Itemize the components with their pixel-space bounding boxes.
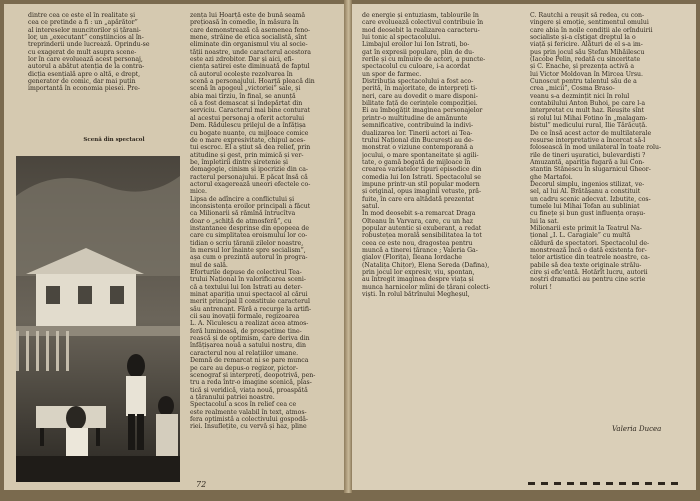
page-number: 72 [196, 480, 207, 489]
left-page [4, 4, 344, 490]
stage-photo [16, 156, 180, 482]
dash-ornament [530, 495, 680, 501]
stage-photo-image [16, 156, 180, 482]
author-signature: Valeria Ducea [612, 425, 662, 433]
right-page [352, 4, 696, 490]
right-column-4-text: C. Rautchi a reușit să redea, cu con- vingere și emoție, sentimentul omului care abia în noile condiții ale orînduirii socialiste și-a cîștigat dreptul la o viață și fericire. Alături de el s-a im- pus prin jocul său Ștefan Mihăilescu (Iacobe Pelin, redată cu sinceritate și C. Enache, și prezența activă a lui Victor Moldovan în Mircea Ursu. Cunoscut pentru talentul său de a crea „micii”, Cosma Braso- veanu s-a dezmințit nici în rolul contabilului Anton Buhoi, pe care l-a interpretat cu mult haz. Reușite sînt și rolul lui Mihai Fotino în „malagam- bistul” medicului rural, Ilie Tărăcuță. De ce însă acest actor de multilaterale resurse interpretative a încercat să-l folosească în mod unilateral în toate rolu- rile de tineri uşuratici, bulevardiști ? Amuzantă, apariția fugară a lui Con- stantin Stănescu în slugarnicul Gheor- ghe Martafoi. Decorul simplu, ingenios stilizat, ve- sel, al lui Al. Brătășanu a constituit un cadru scenic adecvat. Izbutite, cos- tumele lui Mihai Tofan au subliniat cu finețe și bun gust influența orașu- lui la sat. Milionarii este primit la Teatrul Na- țional „I. L. Caragiale” cu multă căldură de spectatori. Spectacolul de- monstrează încă o dată existența for- telor artistice din teatrele noastre, ca- pabile să dea texte originale strălu- cire și efic'entă. Hotărît lucru, autorii noștri dramatici au pentru cine scrie roluri ! [530, 12, 662, 291]
left-column-2-text: zența lui Hoarță este de bună seamă prețioasă în comedie, în măsura în care demonstrează că asemenea feno- mene, străine de etica socialistă, sînt eliminate din organismul viu al socie- tății noastre, unde caracterul acestora este azi zdrobitor. Dar și aici, efi- ciența satirei este diminuată de faptul că autorul ocolește rezolvarea în scenă a personajului. Hoarță pleacă din scenă în apogeul „victoriei” sale, și abia mai tîrziu, în final, se anunță că a fost demascat și îndepărtat din serviciu. Caracterul mai bine conturat al acestui personaj a oferit actorului Dem. Rădulescu prilejul de a înfățișa cu bogate nuanțe, cu mijloace comice de o mare expresivitate, chipul aces- tui escroc. El a știut să dea relief, prin atitudine și gest, prin mimică și ver- be, împletirii dintre șiretenie și demagogie, cinism și ipocrizie din ca- racterul personajului. E păcat însă că actorul exagerează uneori efectele co- mice. Lipsa de adîncire a conflictului și inconsistența eroilor principali a făcut ca Milionarii să rămînă întrucîtva doar o „schiță de atmosferă”, cu instantanee desprinse din epopeea de care cu simplitatea eroismului lor co- tidian o scriu țăranii zilelor noastre, în mersul lor înainte spre socialism”, așa cum o prezintă autorul în progra- mul de sală. Eforturile depuse de colectivul Tea- trului Național în valorificarea sceni- că a textului lui Ion Istrati au deter- minat apariția unui spectacol al cărui merit principal îl constituie caracterul său antrenant. Fără a recurge la artifi- cii sau inovații formale, regizoarea L. A. Niculescu a realizat acea atmos- feră luminoasă, de prospețime tine- rească și de optimism, care deriva din înfățișarea nouă a satului nostru, din caracterul nou al relațiilor umane. Demnă de remarcat ni se pare munca pe care au depus-o regizor, pictor- scenograf și interpreți, deopotrivă, pen- tru a reda într-o imagine scenică, plas- tică și veridică, viața nouă, proaspătă a țăranului patriei noastre. Spectacolul a scos în relief cea ce este realmente valabil în text, atmos- fera optimistă a colectivului gospodă- riei. Insuflețite, cu vervă și haz, pline [190, 12, 316, 431]
photo-caption: Scenă din spectacol [83, 137, 145, 143]
right-column-3-text: de energie și entuziasm, tablourile în care evoluează colectivul contribuie în mod deosebit la realizarea caracteru- lui tonic al spectacolului. Limbajul eroilor lui Ion Istrati, bo- gat în expresii populare, plin de du- rerile și cu mînuire de actori, a puncte- spectacolul cu culoare, i-a acordat un spor de farmec. Distribuția spectacolului a fost aco- perită, în majoritate, de interpreți ti- neri, care au dovedit o mare disponi- bilitate față de cerințele compoziției. Ei au îmbogățit imaginea personajelor printr-o multitudine de amănunte semnificative, contribuind la indivi- dualizarea lor. Tinerii actori ai Tea- trului Național din București au de- monstrat o viziune contemporană a jocului, o mare spontaneitate și agili- tate, o gamă bogată de mijloace în crearea variatelor tipuri episodice din comedia lui Ion Istrati. Spectacolul se impune printr-un stil popular modern și original, opus imaginii vetuste, pră- fuite, în care era altădată prezentat satul. În mod deosebit s-a remarcat Draga Olteanu în Varvara, care, cu un haz popular autentic și exuberant, a redat robustețea morală sensibilitatea la tot ceea ce este nou, dragostea pentru muncă a tinerei țărance ; Valeria Ga- gialov (Florița), Ileana Iordache (Natalița Chițor), Elena Sereda (Dafina), prin jocul lor expresiv, viu, spontan, au întregit imaginea despre viața și munca harnicelor mîini de țărani colecti- viști. În rolul bătrînului Megheșul, [362, 12, 491, 299]
dashed-rule-ornament [528, 482, 688, 488]
left-column-top-text: dintre cea ce este el în realitate și cea ce pretinde a fi : un „apărător” al intereselor muncitorilor și țărani- lor, un „executant” conștiincios al în- treprinderii unde lucrează. Oprindu-se cu exagerat de mult asupra scene- lor în care evoluează acest personaj, autorul a abătut atenția de la contra- dicția esențială apre o altă, e drept, generator de comic, dar mai puțin importantă în economia piesei. Pre- [28, 12, 150, 93]
book-gutter [344, 0, 352, 493]
